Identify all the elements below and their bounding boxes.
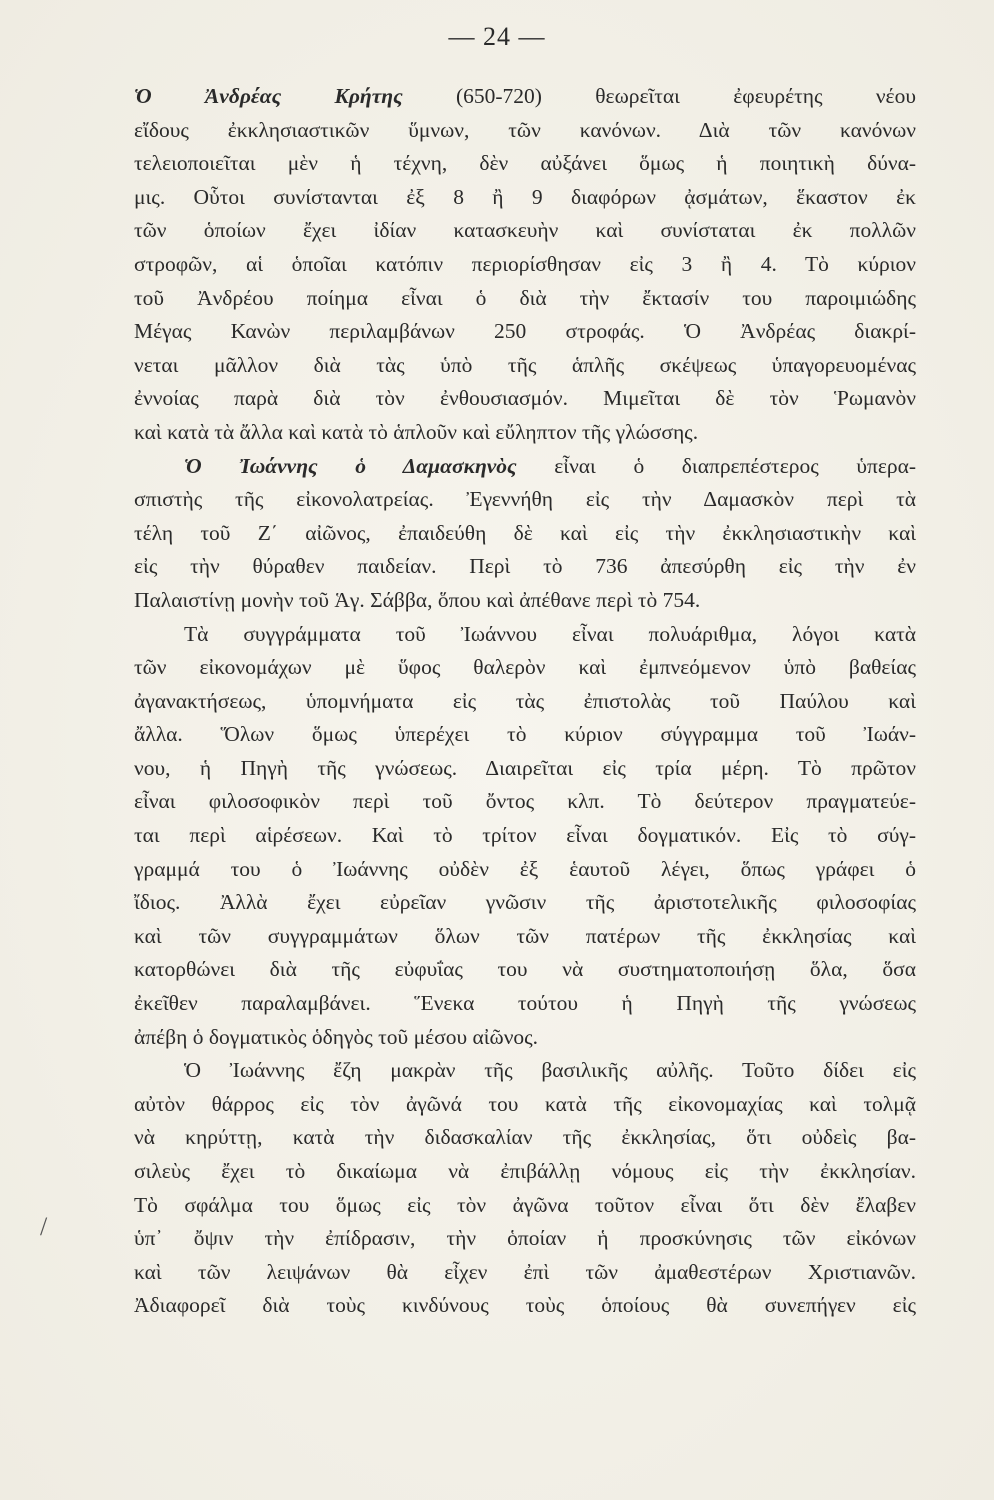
line-text: τέλη τοῦ Ζ΄ αἰῶνος, ἐπαιδεύθη δὲ καὶ εἰς τὴν ἐκκλησιαστικὴν καὶ: [134, 520, 916, 545]
text-line: [134, 584, 916, 618]
text-line: [134, 80, 916, 114]
line-text: τῶν ὁποίων ἔχει ἰδίαν κατασκευὴν καὶ συνίσταται ἐκ πολλῶν: [134, 218, 916, 243]
line-text: Ὁ Ἰωάννης ἔζη μακρὰν τῆς βασιλικῆς αὐλῆς. Τοῦτο δίδει εἰς: [184, 1058, 916, 1083]
emphasized-name: Ὁ Ἀνδρέας Κρήτης: [134, 84, 403, 108]
line-text: ἀγανακτήσεως, ὑπομνήματα εἰς τὰς ἐπιστολὰς τοῦ Παύλου καὶ: [134, 688, 916, 713]
text-line: [134, 853, 916, 887]
line-text: Τὰ συγγράμματα τοῦ Ἰωάννου εἶναι πολυάριθμα, λόγοι κατὰ: [184, 621, 916, 646]
line-text: τελειοποιεῖται μὲν ἡ τέχνη, δὲν αὐξάνει ὅμως ἡ ποιητικὴ δύνα-: [134, 151, 916, 176]
line-text: νὰ κηρύττῃ, κατὰ τὴν διδασκαλίαν τῆς ἐκκλησίας, ὅτι οὐδεὶς βα-: [134, 1125, 916, 1150]
line-text: ἐκεῖθεν παραλαμβάνει. Ἕνεκα τούτου ἡ Πηγὴ τῆς γνώσεως: [134, 991, 916, 1016]
text-line: [134, 450, 916, 484]
text-line: [134, 886, 916, 920]
line-text: ἀπέβη ὁ δογματικὸς ὁδηγὸς τοῦ μέσου αἰῶνος.: [134, 1024, 539, 1049]
line-text: σιλεὺς ἔχει τὸ δικαίωμα νὰ ἐπιβάλλῃ νόμους εἰς τὴν ἐκκλησίαν.: [134, 1159, 916, 1183]
line-text: Παλαιστίνῃ μονὴν τοῦ Ἁγ. Σάββα, ὅπου καὶ ἀπέθανε περὶ τὸ 754.: [134, 587, 701, 612]
line-text: καὶ τῶν λειψάνων θὰ εἶχεν ἐπὶ τῶν ἀμαθεστέρων Χριστιανῶν.: [134, 1259, 916, 1284]
page-number: — 24 —: [448, 22, 546, 51]
line-text: καὶ τῶν συγγραμμάτων ὅλων τῶν πατέρων τῆς ἐκκλησίας καὶ: [134, 923, 916, 948]
paragraph: [134, 618, 916, 1055]
text-line: [134, 550, 916, 584]
text-line: [134, 819, 916, 853]
line-text: (650-720) θεωρεῖται ἐφευρέτης νέου: [402, 84, 916, 108]
text-line: [134, 181, 916, 215]
text-line: [134, 987, 916, 1021]
line-text: ται περὶ αἱρέσεων. Καὶ τὸ τρίτον εἶναι δογματικόν. Εἰς τὸ σύγ-: [134, 823, 916, 848]
text-line: [134, 382, 916, 416]
line-text: αὐτὸν θάρρος εἰς τὸν ἀγῶνά του κατὰ τῆς εἰκονομαχίας καὶ τολμᾷ: [134, 1091, 916, 1116]
line-text: Μέγας Κανὼν περιλαμβάνων 250 στροφάς. Ὁ Ἀνδρέας διακρί-: [134, 319, 916, 344]
text-line: [134, 248, 916, 282]
line-text: Ἀδιαφορεῖ διὰ τοὺς κινδύνους τοὺς ὁποίους θὰ συνεπήγεν εἰς: [134, 1293, 916, 1318]
line-text: σπιστὴς τῆς εἰκονολατρείας. Ἐγεννήθη εἰς τὴν Δαμασκὸν περὶ τὰ: [134, 487, 916, 512]
text-line: [134, 1021, 916, 1055]
text-line: [134, 718, 916, 752]
text-line: [134, 651, 916, 685]
text-line: [134, 1121, 916, 1155]
text-line: [134, 685, 916, 719]
emphasized-name: Ὁ Ἰωάννης ὁ Δαμασκηνὸς: [184, 453, 517, 478]
line-text: ἴδιος. Ἀλλὰ ἔχει εὐρεῖαν γνῶσιν τῆς ἀριστοτελικῆς φιλοσοφίας: [134, 890, 916, 915]
text-line: [134, 517, 916, 551]
text-line: [134, 953, 916, 987]
text-line: [134, 114, 916, 148]
line-text: μις. Οὗτοι συνίστανται ἐξ 8 ἢ 9 διαφόρων ᾀσμάτων, ἕκαστον ἐκ: [134, 184, 916, 209]
line-text: γραμμά του ὁ Ἰωάννης οὐδὲν ἐξ ἑαυτοῦ λέγει, ὅπως γράφει ὁ: [134, 856, 916, 881]
text-line: [134, 416, 916, 450]
text-line: [134, 1289, 916, 1323]
text-line: [134, 1088, 916, 1122]
text-line: [134, 483, 916, 517]
text-line: [134, 752, 916, 786]
line-text: εἴδους ἐκκλησιαστικῶν ὕμνων, τῶν κανόνων. Διὰ τῶν κανόνων: [134, 117, 916, 142]
text-line: [134, 214, 916, 248]
text-line: [134, 1189, 916, 1223]
line-text: εἶναι φιλοσοφικὸν περὶ τοῦ ὄντος κλπ. Τὸ δεύτερον πραγματεύε-: [134, 789, 916, 814]
line-text: καὶ κατὰ τὰ ἄλλα καὶ κατὰ τὸ ἁπλοῦν καὶ εὔληπτον τῆς γλώσσης.: [134, 419, 699, 444]
line-text: ἄλλα. Ὅλων ὅμως ὑπερέχει τὸ κύριον σύγγραμμα τοῦ Ἰωάν-: [134, 722, 916, 747]
line-text: ὑπ᾽ ὄψιν τὴν ἐπίδρασιν, τὴν ὁποίαν ἡ προσκύνησις τῶν εἰκόνων: [134, 1226, 916, 1251]
text-line: [134, 618, 916, 652]
text-line: [134, 920, 916, 954]
line-text: στροφῶν, αἱ ὁποῖαι κατόπιν περιορίσθησαν εἰς 3 ἢ 4. Τὸ κύριον: [134, 251, 916, 276]
line-text: νου, ἡ Πηγὴ τῆς γνώσεως. Διαιρεῖται εἰς τρία μέρη. Τὸ πρῶτον: [134, 755, 916, 780]
text-line: [134, 1155, 916, 1189]
line-text: εἰς τὴν θύραθεν παιδείαν. Περὶ τὸ 736 ἀπεσύρθη εἰς τὴν ἐν: [134, 554, 916, 579]
text-line: [134, 1054, 916, 1088]
line-text: νεται μᾶλλον διὰ τὰς ὑπὸ τῆς ἁπλῆς σκέψεως ὑπαγορευομένας: [134, 352, 916, 377]
line-text: τῶν εἰκονομάχων μὲ ὕφος θαλερὸν καὶ ἐμπνεόμενον ὑπὸ βαθείας: [134, 655, 916, 680]
paragraph: [134, 80, 916, 450]
text-line: [134, 349, 916, 383]
text-line: [134, 785, 916, 819]
line-text: κατορθώνει διὰ τῆς εὐφυΐας του νὰ συστηματοποιήσῃ ὅλα, ὅσα: [134, 957, 916, 982]
text-line: [134, 1256, 916, 1290]
body-text: [134, 80, 916, 1323]
margin-pencil-mark: /: [40, 1212, 48, 1241]
line-text: Τὸ σφάλμα του ὅμως εἰς τὸν ἀγῶνα τοῦτον εἶναι ὅτι δὲν ἔλαβεν: [134, 1192, 916, 1217]
text-line: [134, 147, 916, 181]
line-text: ἐννοίας παρὰ διὰ τὸν ἐνθουσιασμόν. Μιμεῖται δὲ τὸν Ῥωμανὸν: [134, 386, 916, 411]
text-line: [134, 315, 916, 349]
text-line: [134, 282, 916, 316]
line-text: εἶναι ὁ διαπρεπέστερος ὑπερα-: [516, 453, 916, 478]
paragraph: [134, 1054, 916, 1323]
line-text: τοῦ Ἀνδρέου ποίημα εἶναι ὁ διὰ τὴν ἔκτασίν του παροιμιώδης: [134, 285, 916, 310]
paragraph: [134, 450, 916, 618]
text-line: [134, 1222, 916, 1256]
